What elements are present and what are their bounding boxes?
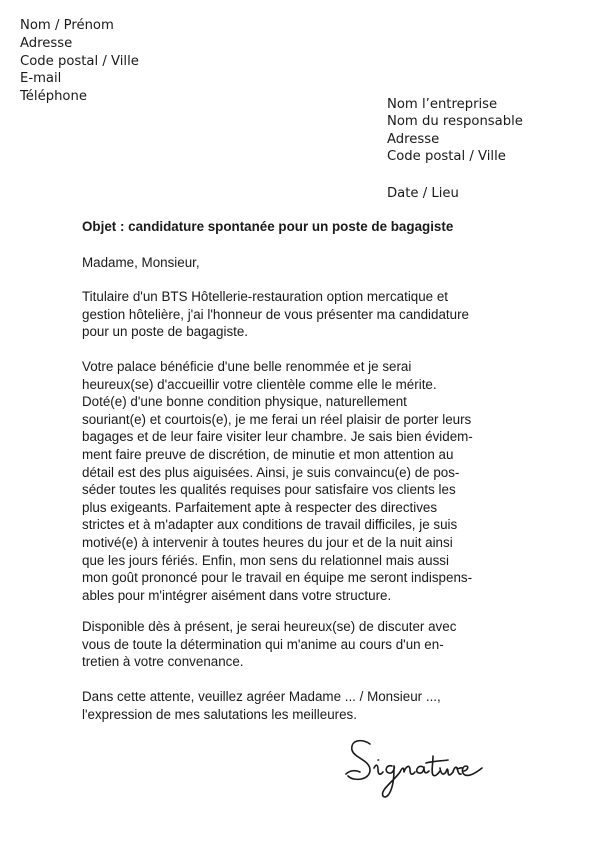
sender-block [20, 17, 139, 106]
salutation: Madame, Monsieur, [82, 255, 200, 270]
recipient-block [387, 96, 523, 166]
paragraph-line: Votre palace bénéficie d'une belle renommée et je serai [82, 359, 412, 374]
sender-postal-city: Code postal / Ville [20, 53, 139, 69]
paragraph-line: Disponible dès à présent, je serai heureux(se) de discuter avec [82, 619, 457, 634]
paragraph-line: tretien à votre convenance. [82, 654, 244, 670]
sender-phone: Téléphone [20, 89, 87, 105]
paragraph-line: détail est des plus aiguisées. Ainsi, je suis convaincu(e) de pos- [82, 464, 460, 480]
paragraph-line: que les jours fériés. Enfin, mon sens du relationnel mais aussi [82, 552, 449, 568]
paragraph-line: Doté(e) d'une bonne condition physique, naturellement [82, 394, 407, 410]
paragraph-line: ables pour m'intégrer aisément dans votre structure. [82, 587, 392, 603]
paragraph-line: Dans cette attente, veuillez agréer Madame ... / Monsieur ..., [82, 689, 441, 704]
sender-address: Adresse [20, 35, 73, 51]
paragraph-line: plus exigeants. Parfaitement apte à respecter des directives [82, 499, 438, 515]
paragraph-introduction [82, 288, 522, 341]
paragraph-line: motivé(e) à intervenir à toutes heures du jour et de la nuit ainsi [82, 534, 453, 550]
paragraph-line: pour un poste de bagagiste. [82, 324, 249, 340]
paragraph-line: vous de toute la détermination qui m'anime au cours d'un en- [82, 636, 444, 652]
paragraph-line: ment faire preuve de discrétion, de minutie et mon attention au [82, 446, 454, 462]
paragraph-line: séder toutes les qualités requises pour satisfaire vos clients les [82, 482, 456, 498]
paragraph-line: Titulaire d'un BTS Hôtellerie-restauration option mercatique et [82, 289, 449, 304]
paragraph-line: bagages et de leur faire visiter leur chambre. Je sais bien évidem- [82, 429, 473, 445]
paragraph-availability [82, 618, 522, 671]
recipient-company: Nom l’entreprise [387, 97, 498, 112]
sender-name: Nom / Prénom [20, 18, 114, 33]
paragraph-line: souriant(e) et courtois(e), je me ferai un réel plaisir de porter leurs [82, 411, 472, 427]
recipient-address: Adresse [387, 131, 440, 147]
paragraph-line: mon goût prononcé pour le travail en équipe me seront indispens- [82, 570, 473, 586]
recipient-manager: Nom du responsable [387, 114, 523, 130]
letter-subject: Objet : candidature spontanée pour un poste de bagagiste [82, 219, 454, 234]
paragraph-line: heureux(se) d'accueillir votre clientèle comme elle le mérite. [82, 376, 437, 392]
signature-image [340, 730, 490, 802]
sender-email: E-mail [20, 71, 62, 87]
paragraph-line: strictes et à m'adapter aux conditions de travail difficiles, je suis [82, 517, 458, 533]
date-place: Date / Lieu [387, 186, 459, 201]
paragraph-line: l'expression de mes salutations les meilleures. [82, 706, 357, 722]
paragraph-qualities [82, 358, 522, 604]
paragraph-closing [82, 688, 522, 723]
recipient-postal-city: Code postal / Ville [387, 149, 506, 165]
paragraph-line: gestion hôtelière, j'ai l'honneur de vous présenter ma candidature [82, 306, 469, 322]
